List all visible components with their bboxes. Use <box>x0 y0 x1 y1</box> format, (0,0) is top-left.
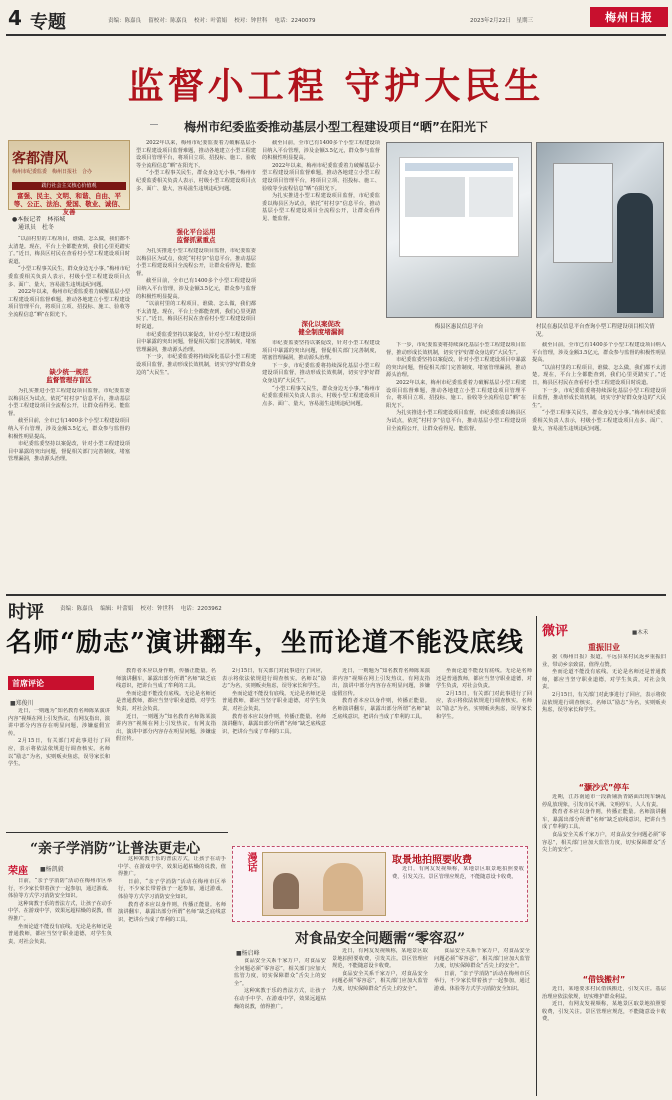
paragraph: 日前，“亲子学消防”活动在梅州市区举行，不少家长带着孩子一起参加，通过游戏、体验等方式学习消防安全知识。 <box>434 970 530 992</box>
paragraph: 2022年以来，梅州市纪委监委着力破解基层小型工程建设项目监督难题，推动各地建立小型工程建设项目管理平台，将项目立项、招投标、施工、验收等全流程信息“晒”在阳光下。 <box>386 379 526 409</box>
paragraph: “以前村里的工程项目，谁做、怎么做，我们都不太清楚。现在，平台上全都能查到，我们心里更踏实了。”近日，梅县区村民在查看村小型工程建设项目时说道。 <box>532 364 666 386</box>
paragraph: 为扎实推进小型工程建设项目监督，市纪委监委以梅县区为试点，依托“村村享”信息平台，推动基层小型工程建设项目全流程公开，让群众看得见、能监督。 <box>136 248 256 277</box>
cartoon-title: 取景地拍照要收费 <box>392 855 472 866</box>
paragraph: 为扎实推进小型工程建设项目监督，市纪委监委以梅县区为试点，依托“村村享”信息平台，推动基层小型工程建设项目全流程公开，让群众看得见、能监督。 <box>386 410 526 432</box>
article3-column: 荣座 <box>8 866 28 877</box>
sidebar-item-title: “灏沙式”停车 <box>578 783 630 792</box>
newspaper-logo: 梅州日报 <box>590 7 668 27</box>
paragraph: 为扎实推进小型工程建设项目监督，市纪委监委以梅县区为试点，依托“村村享”信息平台，推动基层小型工程建设项目全流程公开，让群众看得见、能监督。 <box>8 388 130 417</box>
paragraph: 市纪委监委坚持以案促改，针对小型工程建设项目中暴露的突出问题，督促相关部门完善制度，堵塞管理漏洞，推动源头治理。 <box>8 441 130 463</box>
column-logo-subtitle: 梅州市纪委监委 梅州日报社 合办 <box>12 169 93 175</box>
section-head-2: 强化平台运用 监督抓紧重点 <box>176 228 216 244</box>
sidebar-column-title: 微评 <box>542 624 569 639</box>
article3-byline: ■杨凯毅 <box>40 866 64 873</box>
paragraph: “小型工程事关民生，群众身边无小事。”梅州市纪委监委相关负责人表示，村级小型工程建设项目点多、面广、量大，容易滋生违规违纪问题。 <box>532 410 666 432</box>
paragraph: 食品安全关系千家万户，对食品安全问题必须“零容忍”，相关部门应加大监管力度，切实保障群众“舌尖上的安全”。 <box>542 831 666 854</box>
article2-col3 <box>222 668 326 828</box>
sidebar-item-text <box>542 986 666 1096</box>
paragraph: “以前村里的工程项目，谁做、怎么做，我们都不太清楚。现在，平台上全都能查到，我们心里更踏实了。”近日，梅县区村民在查看村小型工程建设项目时说道。 <box>136 301 256 330</box>
sidebar-item-text <box>542 654 666 778</box>
cartoon-text <box>392 866 524 918</box>
paragraph: 截至目前，全市已有1400多个小型工程建设项目纳入平台管理，涉及金额3.5亿元，群众参与监督的积极性明显提高。 <box>8 418 130 440</box>
paragraph: 下一步，市纪委监委将持续深化基层小型工程建设项目监督，推动形成长效机制，切实守护好群众身边的“大民生”。 <box>136 354 256 376</box>
paragraph: 教育者本应以身作则，传播正能量。名师演讲翻车，暴露出部分所谓“名师”缺乏底线意识，把讲台当成了牟利的工具。 <box>222 713 326 735</box>
commentary-headline: 名师“励志”演讲翻车，坐而论道不能没底线 <box>6 628 524 658</box>
editors-line: 责编：陈嘉良 留校对：陈嘉良 校对：叶蕾娟 校对：钟世科 电话：2240079 <box>108 18 316 24</box>
paragraph: 近日，一则题为“知名教育名师陈某演讲内容”视频在网上引发热议。有网友指出，演讲中部分内容存在明显问题，涉嫌虚假宣传。 <box>116 713 216 743</box>
column-logo-title: 客都清风 <box>12 151 68 167</box>
paragraph: 2月15日，有关部门对此事进行了回应，表示将依法依规进行调查核实。名师以“励志”为名，实则贩卖焦虑，误导家长和学生。 <box>8 738 110 768</box>
paragraph: 2022年以来，梅州市纪委监委着力破解基层小型工程建设项目监督难题，推动各地建立小型工程建设项目管理平台，将项目立项、招投标、施工、验收等全流程信息“晒”在阳光下。 <box>8 289 130 318</box>
article1-col4 <box>386 342 526 588</box>
paragraph: 近日，有网友发视频称，某地景区取景地拍照要收费，引发关注。景区管理应规范，不能随意设卡收费。 <box>332 948 428 970</box>
main-subheadline: 梅州市纪委监委推动基层小型工程建设项目“晒”在阳光下 <box>184 120 488 134</box>
paragraph: 教育者本应以身作则，传播正能量。名师演讲翻车，暴露出部分所谓“名师”缺乏底线意识，把讲台当成了牟利的工具。 <box>542 809 666 831</box>
paragraph: “小型工程事关民生，群众身边无小事。”梅州市纪委监委相关负责人表示，村级小型工程建设项目点多、面广、量大，容易滋生违规违纪问题。 <box>136 170 256 192</box>
paragraph: 近日，一则题为“知名教育名师陈某演讲内容”视频在网上引发热议。有网友指出，演讲中部分内容存在明显问题，涉嫌虚假宣传。 <box>332 668 430 697</box>
article4-col3 <box>434 948 530 1096</box>
article2-col2 <box>116 668 216 828</box>
paragraph: 坐而论道不能没有底线。无论是名师还是普通教师，都应当坚守职业道德，对学生负责，对社会负责。 <box>542 669 666 691</box>
paragraph: 这种寓教于乐的普法方式，让孩子在动手中学、在游戏中学，效果远超枯燥的说教，值得推广。 <box>8 900 112 922</box>
commentary-section-title: 时评 <box>8 602 44 623</box>
section-title: 专题 <box>30 12 66 33</box>
column-logo-band: 践行社会主义核心价值观 <box>12 182 126 190</box>
article1-col3b <box>262 340 380 588</box>
issue-date: 2023年2月22日 星期三 <box>470 18 533 24</box>
commentary-editors: 责编：陈嘉良 编辑：叶蕾娟 校对：钟世科 电话：2203962 <box>60 606 222 612</box>
paragraph: 2月15日，有关部门对此事进行了回应，表示将依法依规进行调查核实。名师以“励志”为名，实则贩卖焦虑，误导家长和学生。 <box>222 668 326 690</box>
paragraph: 市纪委监委坚持以案促改，针对小型工程建设项目中暴露的突出问题，督促相关部门完善制度，堵塞管理漏洞，推动源头治理。 <box>386 357 526 379</box>
main-headline: 监督小工程 守护大民生 <box>127 65 545 107</box>
sidebar-divider <box>536 616 537 1096</box>
section-head-3: 深化以案促改 健全制度堵漏洞 <box>298 320 344 336</box>
article1-col5 <box>532 342 666 588</box>
article1-col2b <box>136 248 256 588</box>
paragraph: “小型工程事关民生，群众身边无小事。”梅州市纪委监委相关负责人表示，村级小型工程建设项目点多、面广、量大，容易滋生违规违纪问题。 <box>8 266 130 288</box>
article1-col1 <box>8 236 130 364</box>
article1-col2 <box>136 140 256 226</box>
paragraph: 日前，“亲子学消防”活动在梅州市区举行，不少家长带着孩子一起参加，通过游戏、体验等方式学习消防安全知识。 <box>8 878 112 900</box>
paragraph: 为扎实推进小型工程建设项目监督，市纪委监委以梅县区为试点，依托“村村享”信息平台，推动基层小型工程建设项目全流程公开，让群众看得见、能监督。 <box>262 193 380 222</box>
article4-col2 <box>332 948 428 1096</box>
paragraph: 这种寓教于乐的普法方式，让孩子在动手中学、在游戏中学，效果远超枯燥的说教，值得推广。 <box>234 988 326 1010</box>
paragraph: 教育者本应以身作则，传播正能量。名师演讲翻车，暴露出部分所谓“名师”缺乏底线意识，把讲台当成了牟利的工具。 <box>116 668 216 690</box>
chief-commentary-label: 首席评论 <box>8 676 94 690</box>
article4-byline: ■杨启峰 <box>236 950 260 957</box>
paragraph: 截至目前，全市已有1400多个小型工程建设项目纳入平台管理，涉及金额3.5亿元，群众参与监督的积极性明显提高。 <box>262 140 380 162</box>
sidebar-item-title: 重振旧业 <box>588 643 620 652</box>
article3-col2 <box>118 856 226 1096</box>
paragraph: 下一步，市纪委监委将持续深化基层小型工程建设项目监督，推动形成长效机制，切实守护好群众身边的“大民生”。 <box>386 342 526 356</box>
article2-col5 <box>436 668 532 828</box>
column-logo-slogan: 富强、民主、文明、和谐、自由、平等、公正、法治、爱国、敬业、诚信、友善 <box>13 192 125 216</box>
paragraph: 坐而论道不能没有底线。无论是名师还是普通教师，都应当坚守职业道德，对学生负责，对社会负责。 <box>8 923 112 945</box>
article3-rule <box>6 832 228 833</box>
header-rule <box>6 34 666 36</box>
paragraph: 坐而论道不能没有底线。无论是名师还是普通教师，都应当坚守职业道德，对学生负责，对社会负责。 <box>116 690 216 712</box>
article-byline: ●本报记者 林裕城 通讯员 杜冬 <box>12 216 66 231</box>
paragraph: 截至目前，全市已有1400多个小型工程建设项目纳入平台管理，涉及金额3.5亿元，群众参与监督的积极性明显提高。 <box>136 278 256 300</box>
cartoon-label: 漫话 <box>245 852 256 872</box>
paragraph: 近期，江苏南通市一段新铺沥青路面出现车辆乱停乱放现象，引发市民不满。文明停车，人人有责。 <box>542 794 666 808</box>
commentary-byline: ■郑俊川 <box>10 700 34 707</box>
sidebar-byline: ■木禾 <box>632 630 649 636</box>
paragraph: 教育者本应以身作则，传播正能量。名师演讲翻车，暴露出部分所谓“名师”缺乏底线意识，把讲台当成了牟利的工具。 <box>332 698 430 720</box>
paragraph: 坐而论道不能没有底线。无论是名师还是普通教师，都应当坚守职业道德，对学生负责，对社会负责。 <box>436 668 532 690</box>
sidebar-item-title: “借钱搬村” <box>582 975 626 984</box>
article4-headline: 对食品安全问题需“零容忍” <box>294 931 466 947</box>
paragraph: 下一步，市纪委监委将持续深化基层小型工程建设项目监督，推动形成长效机制，切实守护好群众身边的“大民生”。 <box>532 387 666 409</box>
paragraph: 市纪委监委坚持以案促改，针对小型工程建设项目中暴露的突出问题，督促相关部门完善制度，堵塞管理漏洞，推动源头治理。 <box>136 331 256 353</box>
cartoon-image <box>262 852 386 916</box>
page-header <box>0 0 672 46</box>
paragraph: 近日，有网友发视频称，某地景区取景地拍照要收费，引发关注。景区管理应规范，不能随意设卡收费。 <box>542 1001 666 1023</box>
paragraph: 2月15日，有关部门对此事进行了回应，表示将依法依规进行调查核实。名师以“励志”为名，实则贩卖焦虑，误导家长和学生。 <box>436 690 532 720</box>
paragraph: 坐而论道不能没有底线。无论是名师还是普通教师，都应当坚守职业道德，对学生负责，对社会负责。 <box>222 690 326 712</box>
photo-caption-right: 村民在惠民信息平台查询小型工程建设项目相关情况。 <box>536 324 655 338</box>
section-rule <box>6 594 666 596</box>
paragraph: 日前，“亲子学消防”活动在梅州市区举行，不少家长带着孩子一起参加，通过游戏、体验等方式学习消防安全知识。 <box>118 878 226 900</box>
article3-col1 <box>8 878 112 1096</box>
article3-headline: “亲子学消防”让普法更走心 <box>30 841 201 857</box>
paragraph: 据《梅州日报》报道，平远县某村民返乡重振旧业，带动乡亲致富，值得点赞。 <box>542 654 666 668</box>
article2-col1 <box>8 708 110 828</box>
paragraph: 下一步，市纪委监委将持续深化基层小型工程建设项目监督，推动形成长效机制，切实守护好群众身边的“大民生”。 <box>262 362 380 384</box>
paragraph: 2月15日，有关部门对此事进行了回应，表示将依法依规进行调查核实。名师以“励志”为名，实则贩卖焦虑，误导家长和学生。 <box>542 691 666 714</box>
article4-col1 <box>234 958 326 1096</box>
paragraph: “以前村里的工程项目，谁做、怎么做，我们都不太清楚。现在，平台上全都能查到，我们心里更踏实了。”近日，梅县区村民在查看村小型工程建设项目时说道。 <box>8 236 130 265</box>
paragraph: 教育者本应以身作则，传播正能量。名师演讲翻车，暴露出部分所谓“名师”缺乏底线意识，把讲台当成了牟利的工具。 <box>118 901 226 923</box>
section-head-1: 缺少统一规范 监督管理存盲区 <box>46 368 92 384</box>
article1-col1b <box>8 388 130 588</box>
article1-col3 <box>262 140 380 316</box>
paragraph: 2022年以来，梅州市纪委监委着力破解基层小型工程建设项目监督难题，推动各地建立小型工程建设项目管理平台，将项目立项、招投标、施工、验收等全流程信息“晒”在阳光下。 <box>136 140 256 169</box>
page-number: 4 <box>8 6 22 30</box>
photo-caption-left: 梅县区惠民信息平台 <box>434 324 484 330</box>
paragraph: 这种寓教于乐的普法方式，让孩子在动手中学、在游戏中学，效果远超枯燥的说教，值得推广。 <box>118 856 226 878</box>
paragraph: 食品安全关系千家万户，对食品安全问题必须“零容忍”，相关部门应加大监管力度，切实保障群众“舌尖上的安全”。 <box>434 948 530 970</box>
paragraph: “小型工程事关民生，群众身边无小事。”梅州市纪委监委相关负责人表示，村级小型工程建设项目点多、面广、量大，容易滋生违规违纪问题。 <box>262 385 380 407</box>
paragraph: 2022年以来，梅州市纪委监委着力破解基层小型工程建设项目监督难题，推动各地建立小型工程建设项目管理平台，将项目立项、招投标、施工、验收等全流程信息“晒”在阳光下。 <box>262 162 380 192</box>
photo-villager <box>536 142 664 318</box>
paragraph: 食品安全关系千家万户，对食品安全问题必须“零容忍”，相关部门应加大监管力度，切实保障群众“舌尖上的安全”。 <box>234 958 326 987</box>
paragraph: 截至目前，全市已有1400多个小型工程建设项目纳入平台管理，涉及金额3.5亿元，群众参与监督的积极性明显提高。 <box>532 342 666 364</box>
paragraph: 近日，有网友发视频称，某地景区取景地拍照要收费，引发关注。景区管理应规范，不能随意设卡收费。 <box>392 866 524 880</box>
paragraph: 近日，一则题为“知名教育名师陈某演讲内容”视频在网上引发热议。有网友指出，演讲中部分内容存在明显问题，涉嫌虚假宣传。 <box>8 708 110 737</box>
sidebar-item-text <box>542 794 666 970</box>
paragraph: 食品安全关系千家万户，对食品安全问题必须“零容忍”，相关部门应加大监管力度，切实保障群众“舌尖上的安全”。 <box>332 970 428 992</box>
photo-info-platform <box>386 142 532 318</box>
paragraph: 市纪委监委坚持以案促改，针对小型工程建设项目中暴露的突出问题，督促相关部门完善制度，堵塞管理漏洞，推动源头治理。 <box>262 340 380 362</box>
article2-col4 <box>332 668 430 828</box>
paragraph: 近日，某地要求村民借钱搬迁，引发关注。基层治理应依法依规，切实维护群众利益。 <box>542 986 666 1000</box>
